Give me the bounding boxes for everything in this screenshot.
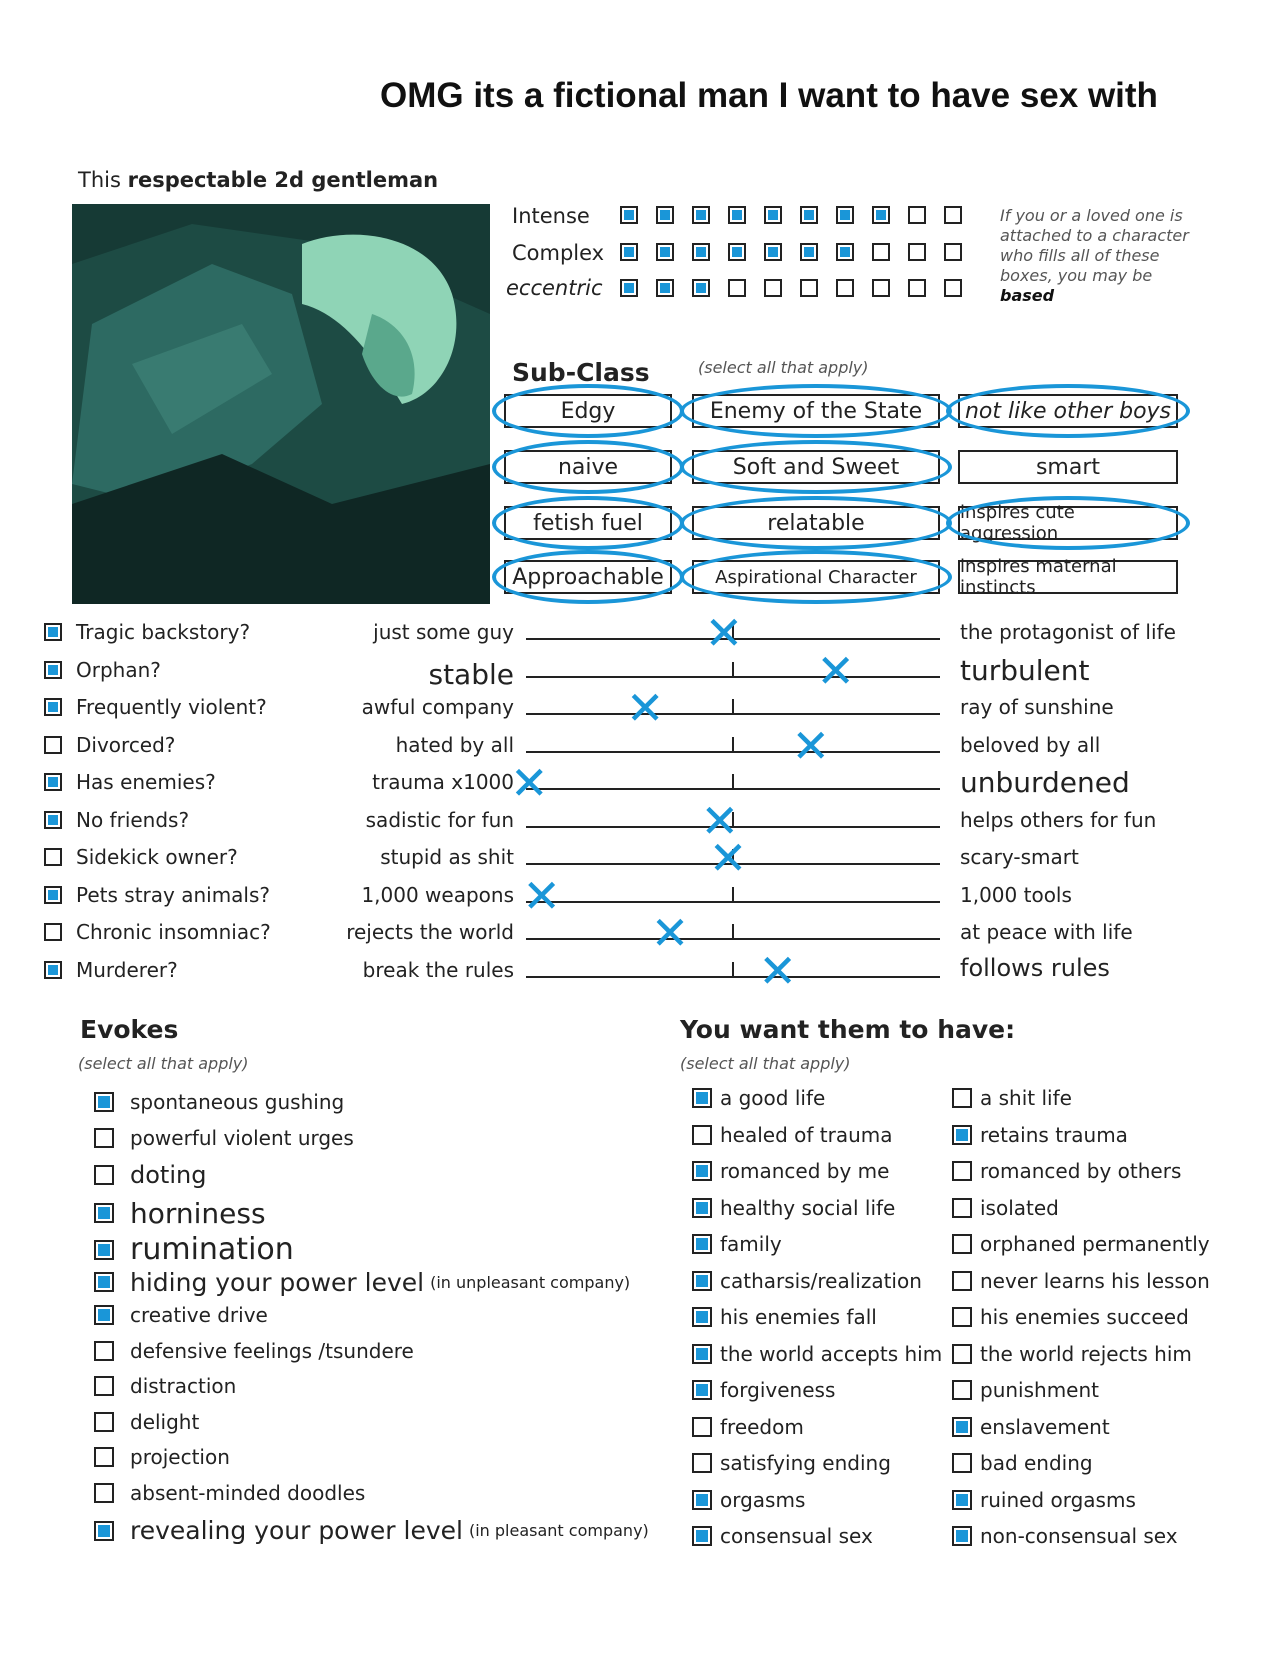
want-label: orgasms	[720, 1487, 806, 1512]
trait-label: Frequently violent?	[76, 695, 267, 719]
subclass-option-label: Enemy of the State	[709, 398, 923, 424]
slider-left-label: just some guy	[373, 620, 514, 644]
want-label: satisfying ending	[720, 1451, 891, 1475]
meter-checkbox[interactable]	[872, 243, 890, 261]
character-portrait	[72, 204, 490, 604]
subclass-option-label: Edgy	[560, 398, 616, 424]
selection-circle	[680, 384, 952, 438]
evokes-label: revealing your power level	[130, 1516, 463, 1545]
evokes-checkbox[interactable]	[94, 1376, 114, 1396]
meter-checkbox[interactable]	[800, 243, 818, 261]
evokes-label: distraction	[130, 1374, 237, 1398]
trait-label: Chronic insomniac?	[76, 920, 271, 944]
slider-x-mark: ✕	[758, 943, 797, 998]
want-label: a shit life	[980, 1086, 1072, 1110]
slider-x-mark: ✕	[700, 793, 739, 848]
page-title: OMG its a fictional man I want to have sex with	[380, 76, 1158, 115]
slider-right-label: turbulent	[960, 653, 1090, 687]
slider-left-label: hated by all	[395, 732, 514, 757]
want-label: consensual sex	[720, 1524, 873, 1548]
evokes-label: spontaneous gushing	[130, 1090, 345, 1114]
subclass-option[interactable]	[958, 450, 1178, 484]
slider-left-label: stable	[428, 657, 514, 691]
meter-checkbox[interactable]	[944, 206, 962, 224]
want-item[interactable]	[952, 1086, 1072, 1110]
evokes-item[interactable]	[94, 1126, 354, 1150]
slider-midpoint	[732, 737, 734, 753]
evokes-checkbox[interactable]	[94, 1128, 114, 1148]
slider-midpoint	[732, 962, 734, 978]
trait-checkbox[interactable]	[44, 848, 62, 866]
meter-checkbox[interactable]	[872, 279, 890, 297]
want-item[interactable]	[952, 1524, 1178, 1548]
trait-row[interactable]	[44, 808, 189, 832]
want-label: his enemies fall	[720, 1305, 877, 1329]
trait-label: Orphan?	[76, 657, 161, 682]
meter-checkbox[interactable]	[656, 243, 674, 261]
evokes-checkbox[interactable]	[94, 1203, 114, 1223]
slider-midpoint	[732, 662, 734, 678]
trait-checkbox[interactable]	[44, 698, 62, 716]
meter-checkbox[interactable]	[620, 206, 638, 224]
meter-eccentric	[620, 279, 962, 297]
evokes-label: horniness	[130, 1196, 266, 1230]
want-item[interactable]	[692, 1196, 895, 1220]
slider-midpoint	[732, 887, 734, 903]
subclass-option-label: Soft and Sweet	[732, 454, 900, 480]
trait-checkbox[interactable]	[44, 736, 62, 754]
want-item[interactable]	[952, 1342, 1192, 1366]
want-checkbox[interactable]	[952, 1526, 972, 1546]
want-item[interactable]	[692, 1378, 835, 1402]
evokes-label: defensive feelings /tsundere	[130, 1338, 414, 1363]
want-label: orphaned permanently	[980, 1232, 1210, 1256]
want-item[interactable]	[692, 1159, 889, 1183]
trait-row[interactable]	[44, 620, 250, 644]
want-checkbox[interactable]	[692, 1161, 712, 1181]
want-item[interactable]	[952, 1232, 1210, 1256]
evokes-item[interactable]	[94, 1232, 294, 1267]
want-label: healthy social life	[720, 1195, 896, 1220]
evokes-note: (in unpleasant company)	[430, 1272, 631, 1292]
want-item[interactable]	[692, 1123, 893, 1147]
meter-checkbox[interactable]	[728, 243, 746, 261]
want-checkbox[interactable]	[952, 1380, 972, 1400]
subclass-option-label: relatable	[767, 510, 865, 536]
evokes-checkbox[interactable]	[94, 1165, 114, 1185]
evokes-label: creative drive	[130, 1303, 268, 1327]
subclass-option-label: naive	[557, 454, 619, 480]
slider-midpoint	[732, 774, 734, 790]
subclass-option-label: Approachable	[512, 564, 664, 590]
want-item[interactable]	[692, 1232, 782, 1256]
selection-circle	[946, 496, 1190, 550]
trait-label: Murderer?	[76, 957, 178, 982]
want-item[interactable]	[952, 1305, 1189, 1329]
evokes-item[interactable]	[94, 1161, 206, 1189]
trait-checkbox[interactable]	[44, 923, 62, 941]
want-checkbox[interactable]	[952, 1088, 972, 1108]
want-checkbox[interactable]	[692, 1380, 712, 1400]
evokes-item[interactable]	[94, 1268, 630, 1297]
evokes-heading: Evokes	[80, 1015, 179, 1044]
meter-checkbox[interactable]	[656, 206, 674, 224]
meter-checkbox[interactable]	[656, 279, 674, 297]
evokes-label: hiding your power level	[130, 1267, 425, 1297]
trait-label: Divorced?	[76, 732, 176, 757]
meter-checkbox[interactable]	[800, 206, 818, 224]
evokes-item[interactable]	[94, 1303, 268, 1327]
slider-right-label: the protagonist of life	[960, 620, 1176, 644]
trait-checkbox[interactable]	[44, 661, 62, 679]
want-checkbox[interactable]	[692, 1234, 712, 1254]
want-item[interactable]	[952, 1415, 1110, 1439]
want-checkbox[interactable]	[952, 1344, 972, 1364]
want-checkbox[interactable]	[952, 1161, 972, 1181]
want-checkbox[interactable]	[952, 1307, 972, 1327]
slider-left-label: sadistic for fun	[365, 807, 514, 832]
slider-left-label: 1,000 weapons	[361, 882, 514, 907]
meter-checkbox[interactable]	[692, 279, 710, 297]
want-label: the world rejects him	[980, 1341, 1192, 1366]
want-label: a good life	[720, 1086, 826, 1110]
meter-intense	[620, 206, 962, 224]
subclass-option[interactable]	[958, 556, 1178, 598]
slider-x-mark: ✕	[791, 718, 831, 773]
trait-row[interactable]	[44, 920, 271, 944]
slider-right-label: ray of sunshine	[960, 695, 1114, 719]
based-note	[1000, 206, 1200, 306]
slider-right-label: scary-smart	[960, 845, 1079, 869]
slider-left-label: break the rules	[362, 957, 514, 982]
trait-label: Has enemies?	[76, 770, 216, 794]
meter-checkbox[interactable]	[908, 243, 926, 261]
selection-circle	[492, 384, 684, 438]
evokes-checkbox[interactable]	[94, 1272, 114, 1292]
want-item[interactable]	[952, 1196, 1059, 1220]
want-item[interactable]	[952, 1269, 1210, 1293]
evokes-label: projection	[130, 1445, 230, 1469]
want-checkbox[interactable]	[952, 1198, 972, 1218]
want-checkbox[interactable]	[952, 1417, 972, 1437]
want-label: never learns his lesson	[980, 1268, 1210, 1293]
slider-x-mark: ✕	[510, 756, 549, 810]
slider-x-mark: ✕	[650, 906, 690, 960]
trait-checkbox[interactable]	[44, 623, 62, 641]
selection-circle	[492, 496, 684, 550]
meter-checkbox[interactable]	[908, 279, 926, 297]
meter-label-complex: Complex	[512, 241, 605, 265]
want-item[interactable]	[692, 1451, 891, 1475]
want-item[interactable]	[952, 1378, 1099, 1402]
meter-checkbox[interactable]	[908, 206, 926, 224]
meter-checkbox[interactable]	[620, 243, 638, 261]
want-checkbox[interactable]	[952, 1453, 972, 1473]
trait-label: No friends?	[76, 807, 190, 832]
want-label: non-consensual sex	[980, 1524, 1178, 1548]
meter-checkbox[interactable]	[836, 243, 854, 261]
want-item[interactable]	[692, 1415, 804, 1439]
subclass-option-label: inspires maternal instincts	[960, 556, 1117, 598]
want-item[interactable]	[952, 1123, 1128, 1147]
trait-row[interactable]	[44, 770, 216, 794]
subclass-option-label: inspires cute aggression	[960, 502, 1075, 544]
want-checkbox[interactable]	[952, 1234, 972, 1254]
want-label: ruined orgasms	[980, 1487, 1136, 1512]
want-hint: (select all that apply)	[680, 1054, 851, 1073]
slider-midpoint	[732, 924, 734, 940]
want-label: the world accepts him	[720, 1341, 943, 1366]
slider-x-mark: ✕	[625, 681, 665, 735]
want-checkbox[interactable]	[692, 1526, 712, 1546]
want-label: freedom	[720, 1414, 804, 1439]
evokes-label: doting	[130, 1161, 207, 1189]
slider-right-label: 1,000 tools	[960, 882, 1072, 907]
evokes-item[interactable]	[94, 1197, 266, 1230]
gentleman-prefix: This	[78, 168, 121, 192]
trait-checkbox[interactable]	[44, 811, 62, 829]
meter-label-intense: Intense	[512, 204, 590, 228]
want-item[interactable]	[692, 1488, 805, 1512]
trait-row[interactable]	[44, 883, 270, 907]
evokes-item[interactable]	[94, 1445, 230, 1469]
want-item[interactable]	[692, 1305, 877, 1329]
selection-circle	[492, 550, 684, 604]
want-heading: You want them to have:	[680, 1015, 1016, 1044]
want-label: his enemies succeed	[980, 1305, 1189, 1329]
want-item[interactable]	[952, 1488, 1136, 1512]
meter-checkbox[interactable]	[944, 279, 962, 297]
slider-right-label: helps others for fun	[960, 807, 1157, 832]
slider-x-mark: ✕	[816, 643, 855, 698]
want-item[interactable]	[952, 1159, 1181, 1183]
trait-checkbox[interactable]	[44, 961, 62, 979]
meter-checkbox[interactable]	[764, 279, 782, 297]
evokes-item[interactable]	[94, 1339, 414, 1363]
evokes-item[interactable]	[94, 1516, 649, 1545]
meter-checkbox[interactable]	[872, 206, 890, 224]
evokes-checkbox[interactable]	[94, 1447, 114, 1467]
meter-checkbox[interactable]	[692, 206, 710, 224]
slider-right-label: unburdened	[960, 766, 1130, 799]
meter-checkbox[interactable]	[764, 206, 782, 224]
trait-row[interactable]	[44, 695, 267, 719]
meter-checkbox[interactable]	[836, 206, 854, 224]
want-checkbox[interactable]	[952, 1125, 972, 1145]
slider-right-label: at peace with life	[960, 920, 1133, 944]
evokes-checkbox[interactable]	[94, 1521, 114, 1541]
subclass-hint: (select all that apply)	[698, 358, 869, 377]
want-item[interactable]	[692, 1269, 922, 1293]
want-checkbox[interactable]	[692, 1198, 712, 1218]
subclass-option-label: fetish fuel	[533, 510, 643, 536]
want-label: punishment	[980, 1378, 1100, 1402]
want-label: romanced by others	[980, 1159, 1182, 1183]
selection-circle	[680, 550, 952, 604]
want-checkbox[interactable]	[952, 1271, 972, 1291]
trait-label: Tragic backstory?	[76, 620, 251, 644]
selection-circle	[492, 440, 684, 494]
slider-right-label: follows rules	[960, 953, 1110, 982]
want-checkbox[interactable]	[692, 1307, 712, 1327]
slider-midpoint	[732, 699, 734, 715]
evokes-label: rumination	[130, 1232, 294, 1267]
evokes-checkbox[interactable]	[94, 1305, 114, 1325]
want-checkbox[interactable]	[692, 1125, 712, 1145]
want-item[interactable]	[952, 1451, 1093, 1475]
trait-row[interactable]	[44, 733, 175, 757]
slider-x-mark: ✕	[522, 868, 561, 923]
want-label: forgiveness	[720, 1378, 836, 1402]
evokes-label: powerful violent urges	[130, 1125, 354, 1150]
want-item[interactable]	[692, 1524, 873, 1548]
want-item[interactable]	[692, 1086, 825, 1110]
want-label: catharsis/realization	[720, 1268, 922, 1293]
selection-circle	[946, 384, 1190, 438]
evokes-label: delight	[130, 1409, 200, 1434]
selection-circle	[680, 440, 952, 494]
slider-left-label: trauma x1000	[372, 770, 514, 794]
meter-checkbox[interactable]	[764, 243, 782, 261]
evokes-checkbox[interactable]	[94, 1483, 114, 1503]
want-label: family	[720, 1232, 782, 1256]
meter-checkbox[interactable]	[692, 243, 710, 261]
want-checkbox[interactable]	[952, 1490, 972, 1510]
want-label: enslavement	[980, 1414, 1110, 1439]
slider-x-mark: ✕	[708, 831, 748, 885]
gentleman-caption	[78, 168, 438, 192]
want-checkbox[interactable]	[692, 1088, 712, 1108]
meter-checkbox[interactable]	[800, 279, 818, 297]
trait-checkbox[interactable]	[44, 886, 62, 904]
want-label: retains trauma	[980, 1122, 1128, 1147]
evokes-item[interactable]	[94, 1374, 236, 1398]
slider-left-label: awful company	[361, 695, 514, 719]
meter-label-eccentric: eccentric	[506, 276, 603, 300]
evokes-checkbox[interactable]	[94, 1412, 114, 1432]
trait-label: Pets stray animals?	[76, 882, 271, 907]
want-label: romanced by me	[720, 1159, 890, 1183]
want-checkbox[interactable]	[692, 1417, 712, 1437]
want-label: isolated	[980, 1195, 1059, 1220]
trait-checkbox[interactable]	[44, 773, 62, 791]
evokes-item[interactable]	[94, 1481, 365, 1505]
want-checkbox[interactable]	[692, 1490, 712, 1510]
slider-right-label: beloved by all	[960, 732, 1101, 757]
subclass-heading: Sub-Class	[512, 358, 650, 387]
subclass-option-label: smart	[1035, 454, 1101, 480]
want-checkbox[interactable]	[692, 1271, 712, 1291]
meter-checkbox[interactable]	[728, 279, 746, 297]
evokes-item[interactable]	[94, 1090, 344, 1114]
want-checkbox[interactable]	[692, 1453, 712, 1473]
meter-checkbox[interactable]	[620, 279, 638, 297]
meter-checkbox[interactable]	[944, 243, 962, 261]
evokes-item[interactable]	[94, 1410, 199, 1434]
slider-left-label: rejects the world	[346, 920, 514, 944]
evokes-label: absent-minded doodles	[130, 1480, 366, 1505]
subclass-option-label: Aspirational Character	[715, 566, 917, 588]
evokes-note: (in pleasant company)	[468, 1521, 649, 1540]
trait-row[interactable]	[44, 958, 178, 982]
evokes-checkbox[interactable]	[94, 1240, 114, 1260]
gentleman-bold: respectable 2d gentleman	[127, 168, 439, 192]
slider-left-label: stupid as shit	[380, 845, 514, 869]
evokes-hint: (select all that apply)	[78, 1054, 249, 1073]
want-label: healed of trauma	[720, 1122, 893, 1147]
trait-row[interactable]	[44, 658, 161, 682]
selection-circle	[680, 496, 952, 550]
evokes-checkbox[interactable]	[94, 1092, 114, 1112]
want-item[interactable]	[692, 1342, 942, 1366]
portrait-illustration	[72, 204, 490, 604]
trait-label: Sidekick owner?	[76, 845, 238, 869]
meter-complex	[620, 243, 962, 261]
based-note-text: If you or a loved one is attached to a character who fills all of these boxes, you may be	[1000, 206, 1189, 285]
want-checkbox[interactable]	[692, 1344, 712, 1364]
meter-checkbox[interactable]	[728, 206, 746, 224]
subclass-option-label: not like other boys	[964, 398, 1172, 424]
trait-row[interactable]	[44, 845, 238, 869]
evokes-checkbox[interactable]	[94, 1341, 114, 1361]
meter-checkbox[interactable]	[836, 279, 854, 297]
slider-x-mark: ✕	[704, 606, 744, 660]
want-label: bad ending	[980, 1451, 1093, 1475]
based-note-bold: based	[1000, 286, 1055, 305]
